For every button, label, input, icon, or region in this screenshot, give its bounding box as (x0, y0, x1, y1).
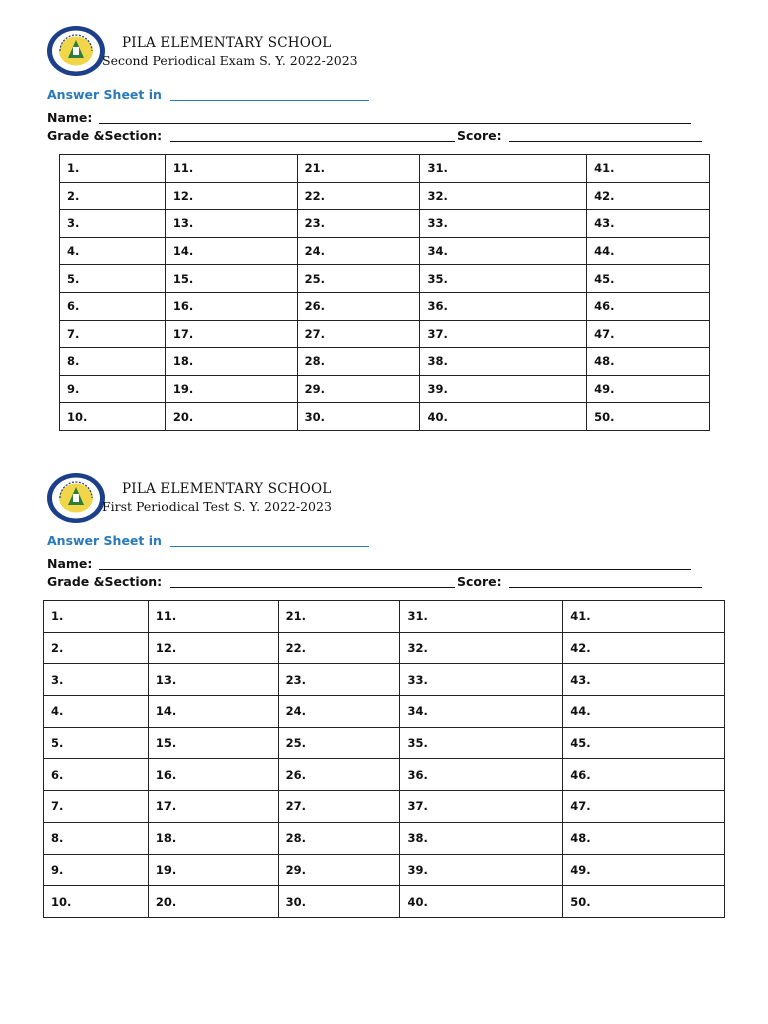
answer-cell[interactable]: 7. (44, 791, 149, 823)
answer-cell[interactable]: 4. (60, 237, 166, 265)
answer-cell[interactable]: 30. (278, 886, 400, 918)
answer-cell[interactable]: 43. (563, 664, 725, 696)
answer-cell[interactable]: 27. (278, 791, 400, 823)
answer-sheet-heading (47, 533, 369, 548)
answer-cell[interactable]: 15. (165, 265, 297, 293)
answer-cell[interactable]: 17. (165, 320, 297, 348)
answer-cell[interactable]: 2. (60, 182, 166, 210)
name-blank[interactable] (99, 569, 691, 570)
answer-cell[interactable]: 12. (165, 182, 297, 210)
table-row (60, 348, 710, 376)
answer-cell[interactable]: 41. (563, 601, 725, 633)
answer-cell[interactable]: 38. (400, 822, 563, 854)
answer-cell[interactable]: 1. (44, 601, 149, 633)
table-row (44, 822, 725, 854)
subject-blank[interactable] (170, 100, 369, 101)
grade-section-label: Grade &Section: (47, 128, 163, 143)
answer-cell[interactable]: 48. (587, 348, 710, 376)
answer-sheet-label: Answer Sheet in (47, 87, 162, 102)
table-row (60, 182, 710, 210)
answer-cell[interactable]: 2. (44, 632, 149, 664)
answer-cell[interactable]: 47. (587, 320, 710, 348)
answer-cell[interactable]: 32. (400, 632, 563, 664)
answer-cell[interactable]: 45. (563, 727, 725, 759)
answer-cell[interactable]: 35. (420, 265, 587, 293)
answer-cell[interactable]: 28. (278, 822, 400, 854)
score-label: Score: (457, 128, 502, 143)
answer-cell[interactable]: 22. (297, 182, 420, 210)
answer-cell[interactable]: 31. (400, 601, 563, 633)
answer-cell[interactable]: 23. (278, 664, 400, 696)
answer-cell[interactable]: 10. (60, 403, 166, 431)
table-row (44, 696, 725, 728)
answer-cell[interactable]: 37. (420, 320, 587, 348)
answer-cell[interactable]: 29. (297, 375, 420, 403)
table-row (44, 727, 725, 759)
answer-cell[interactable]: 48. (563, 822, 725, 854)
answer-cell[interactable]: 10. (44, 886, 149, 918)
name-row (47, 110, 691, 125)
answer-cell[interactable]: 7. (60, 320, 166, 348)
answer-cell[interactable]: 39. (420, 375, 587, 403)
answer-cell[interactable]: 23. (297, 210, 420, 238)
table-row (60, 320, 710, 348)
answer-cell[interactable]: 17. (148, 791, 278, 823)
answer-cell[interactable]: 5. (44, 727, 149, 759)
school-name: PILA ELEMENTARY SCHOOL (122, 35, 332, 51)
answer-cell[interactable]: 19. (165, 375, 297, 403)
answer-cell[interactable]: 9. (44, 854, 149, 886)
table-row (44, 632, 725, 664)
answer-cell[interactable]: 16. (165, 292, 297, 320)
subject-blank[interactable] (170, 546, 369, 547)
score-blank[interactable] (509, 587, 702, 588)
answer-cell[interactable]: 25. (278, 727, 400, 759)
answer-cell[interactable]: 24. (297, 237, 420, 265)
answer-cell[interactable]: 14. (148, 696, 278, 728)
answer-cell[interactable]: 47. (563, 791, 725, 823)
exam-title: First Periodical Test S. Y. 2022-2023 (102, 499, 332, 514)
answer-cell[interactable]: 26. (278, 759, 400, 791)
answer-cell[interactable]: 40. (400, 886, 563, 918)
answer-sheet-label: Answer Sheet in (47, 533, 162, 548)
answer-cell[interactable]: 33. (400, 664, 563, 696)
name-row (47, 556, 691, 571)
answer-cell[interactable]: 40. (420, 403, 587, 431)
table-row (60, 155, 710, 183)
answer-cell[interactable]: 20. (165, 403, 297, 431)
answer-cell[interactable]: 50. (563, 886, 725, 918)
exam-title: Second Periodical Exam S. Y. 2022-2023 (102, 53, 358, 68)
grade-row (47, 128, 455, 143)
score-row (457, 574, 702, 589)
grade-section-blank[interactable] (170, 141, 455, 142)
answer-cell[interactable]: 1. (60, 155, 166, 183)
answer-cell[interactable]: 28. (297, 348, 420, 376)
answer-cell[interactable]: 18. (148, 822, 278, 854)
table-row (44, 664, 725, 696)
table-row (60, 403, 710, 431)
school-name: PILA ELEMENTARY SCHOOL (122, 481, 332, 497)
answer-cell[interactable]: 43. (587, 210, 710, 238)
answer-cell[interactable]: 27. (297, 320, 420, 348)
answer-cell[interactable]: 44. (563, 696, 725, 728)
answer-cell[interactable]: 18. (165, 348, 297, 376)
answer-cell[interactable]: 13. (165, 210, 297, 238)
name-label: Name: (47, 110, 93, 125)
answer-cell[interactable]: 21. (278, 601, 400, 633)
score-row (457, 128, 702, 143)
answer-cell[interactable]: 34. (420, 237, 587, 265)
answer-cell[interactable]: 8. (44, 822, 149, 854)
answer-cell[interactable]: 20. (148, 886, 278, 918)
score-blank[interactable] (509, 141, 702, 142)
answer-cell[interactable]: 21. (297, 155, 420, 183)
answer-cell[interactable]: 33. (420, 210, 587, 238)
table-row (44, 886, 725, 918)
answer-cell[interactable]: 11. (165, 155, 297, 183)
answer-cell[interactable]: 11. (148, 601, 278, 633)
grade-section-blank[interactable] (170, 587, 455, 588)
answer-cell[interactable]: 13. (148, 664, 278, 696)
grade-row (47, 574, 455, 589)
table-row (44, 759, 725, 791)
answer-cell[interactable]: 5. (60, 265, 166, 293)
answer-cell[interactable]: 38. (420, 348, 587, 376)
answer-sheet-heading (47, 87, 369, 102)
table-row (60, 237, 710, 265)
answer-cell[interactable]: 8. (60, 348, 166, 376)
name-label: Name: (47, 556, 93, 571)
answer-cell[interactable]: 3. (44, 664, 149, 696)
answer-cell[interactable]: 45. (587, 265, 710, 293)
table-row (44, 601, 725, 633)
answer-cell[interactable]: 4. (44, 696, 149, 728)
answer-cell[interactable]: 50. (587, 403, 710, 431)
table-row (60, 375, 710, 403)
answer-cell[interactable]: 49. (587, 375, 710, 403)
answer-cell[interactable]: 44. (587, 237, 710, 265)
table-row (44, 791, 725, 823)
answer-cell[interactable]: 14. (165, 237, 297, 265)
answer-cell[interactable]: 37. (400, 791, 563, 823)
answer-cell[interactable]: 30. (297, 403, 420, 431)
answer-cell[interactable]: 46. (587, 292, 710, 320)
score-label: Score: (457, 574, 502, 589)
answer-cell[interactable]: 22. (278, 632, 400, 664)
answer-grid (43, 600, 725, 918)
grade-section-label: Grade &Section: (47, 574, 163, 589)
answer-cell[interactable]: 25. (297, 265, 420, 293)
answer-cell[interactable]: 6. (60, 292, 166, 320)
answer-cell[interactable]: 26. (297, 292, 420, 320)
answer-cell[interactable]: 12. (148, 632, 278, 664)
answer-cell[interactable]: 24. (278, 696, 400, 728)
answer-cell[interactable]: 3. (60, 210, 166, 238)
answer-cell[interactable]: 42. (563, 632, 725, 664)
answer-grid (59, 154, 710, 431)
table-row (60, 292, 710, 320)
table-row (60, 210, 710, 238)
school-seal-icon (46, 25, 106, 77)
answer-cell[interactable]: 49. (563, 854, 725, 886)
answer-cell[interactable]: 29. (278, 854, 400, 886)
table-row (60, 265, 710, 293)
answer-cell[interactable]: 41. (587, 155, 710, 183)
answer-cell[interactable]: 19. (148, 854, 278, 886)
answer-cell[interactable]: 46. (563, 759, 725, 791)
school-seal-icon (46, 472, 106, 524)
answer-cell[interactable]: 36. (400, 759, 563, 791)
answer-cell[interactable]: 6. (44, 759, 149, 791)
answer-cell[interactable]: 34. (400, 696, 563, 728)
name-blank[interactable] (99, 123, 691, 124)
answer-cell[interactable]: 9. (60, 375, 166, 403)
answer-cell[interactable]: 15. (148, 727, 278, 759)
answer-cell[interactable]: 39. (400, 854, 563, 886)
table-row (44, 854, 725, 886)
answer-cell[interactable]: 36. (420, 292, 587, 320)
answer-cell[interactable]: 16. (148, 759, 278, 791)
answer-cell[interactable]: 32. (420, 182, 587, 210)
answer-cell[interactable]: 31. (420, 155, 587, 183)
answer-cell[interactable]: 42. (587, 182, 710, 210)
answer-cell[interactable]: 35. (400, 727, 563, 759)
